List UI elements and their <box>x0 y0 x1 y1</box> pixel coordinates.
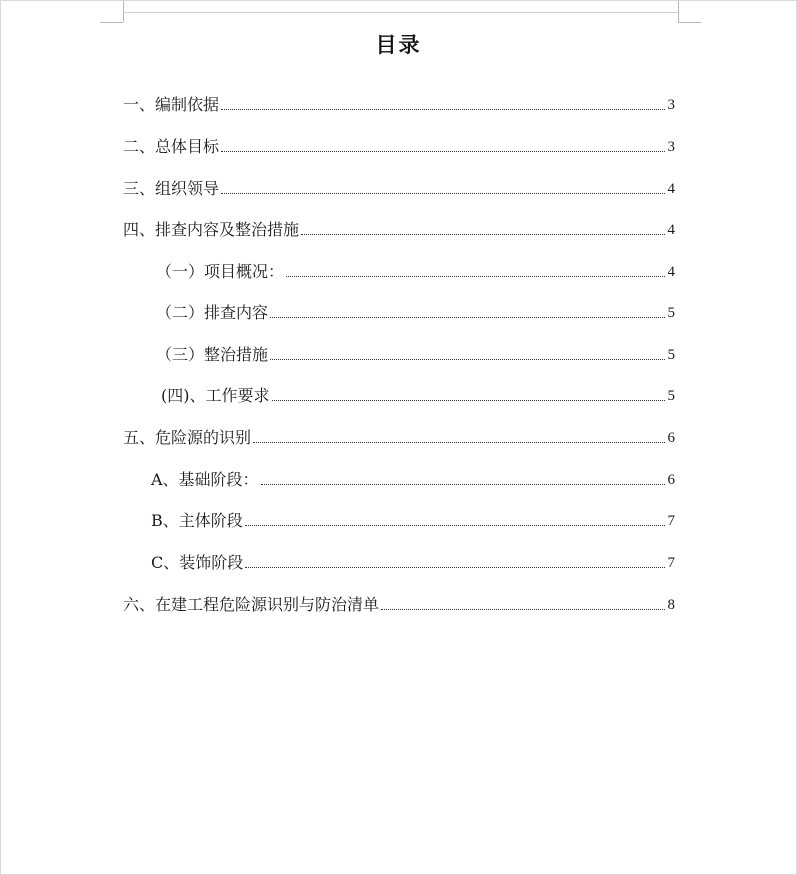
toc-entry-label: （一）项目概况： <box>156 262 285 281</box>
toc-leader-dots <box>261 484 665 485</box>
toc-entry-label: （三）整治措施 <box>156 345 269 364</box>
toc-entry-6[interactable] <box>156 341 675 365</box>
toc-entry-9[interactable] <box>151 466 675 490</box>
toc-page-number: 4 <box>667 264 675 280</box>
header-rule <box>123 12 678 13</box>
toc-entry-4[interactable] <box>156 258 675 282</box>
toc-leader-dots <box>253 442 664 443</box>
toc-entry-label: （二）排查内容 <box>156 303 269 322</box>
toc-leader-dots <box>245 525 665 526</box>
toc-leader-dots <box>301 234 664 235</box>
toc-page-number: 8 <box>667 597 675 613</box>
toc-entry-2[interactable] <box>123 175 675 199</box>
toc-entry-1[interactable] <box>123 133 675 157</box>
toc-leader-dots <box>270 317 664 318</box>
toc-page-number: 3 <box>667 97 675 113</box>
toc-entry-8[interactable] <box>123 424 675 448</box>
toc-entry-label: B、主体阶段 <box>151 511 243 530</box>
toc-leader-dots <box>221 193 664 194</box>
toc-page-number: 5 <box>667 388 675 404</box>
toc-entry-label: 六、在建工程危险源识别与防治清单 <box>123 595 380 614</box>
toc-page-number: 3 <box>667 139 675 155</box>
toc-entry-label: 四、排查内容及整治措施 <box>123 220 300 239</box>
toc-page-number: 5 <box>667 347 675 363</box>
toc-leader-dots <box>221 109 664 110</box>
toc-entry-3[interactable] <box>123 216 675 240</box>
toc-page-number: 6 <box>667 472 675 488</box>
toc-page-number: 6 <box>667 430 675 446</box>
toc-entry-label: (四)、工作要求 <box>161 386 270 405</box>
toc-entry-0[interactable] <box>123 91 675 115</box>
toc-page-number: 4 <box>667 222 675 238</box>
toc-entry-10[interactable] <box>151 507 675 531</box>
toc-leader-dots <box>286 276 664 277</box>
toc-entry-5[interactable] <box>156 299 675 323</box>
toc-page-number: 7 <box>667 513 675 529</box>
toc-page-number: 7 <box>667 555 675 571</box>
toc-entry-label: 五、危险源的识别 <box>123 428 252 447</box>
toc-entry-label: A、基础阶段： <box>151 470 259 489</box>
toc-entry-12[interactable] <box>123 591 675 615</box>
toc-entry-label: C、装饰阶段 <box>151 553 244 572</box>
toc-entry-label: 一、编制依据 <box>123 95 220 114</box>
toc-leader-dots <box>245 567 664 568</box>
toc-entry-7[interactable] <box>161 382 675 406</box>
toc-title: 目录 <box>375 33 422 57</box>
toc-leader-dots <box>272 400 665 401</box>
toc-page-number: 4 <box>667 181 675 197</box>
toc-entry-11[interactable] <box>151 549 675 573</box>
toc-leader-dots <box>221 151 664 152</box>
toc-page-number: 5 <box>667 305 675 321</box>
toc-leader-dots <box>381 609 664 610</box>
toc-leader-dots <box>270 359 664 360</box>
toc-entry-label: 三、组织领导 <box>123 179 220 198</box>
toc-entry-label: 二、总体目标 <box>123 137 220 156</box>
